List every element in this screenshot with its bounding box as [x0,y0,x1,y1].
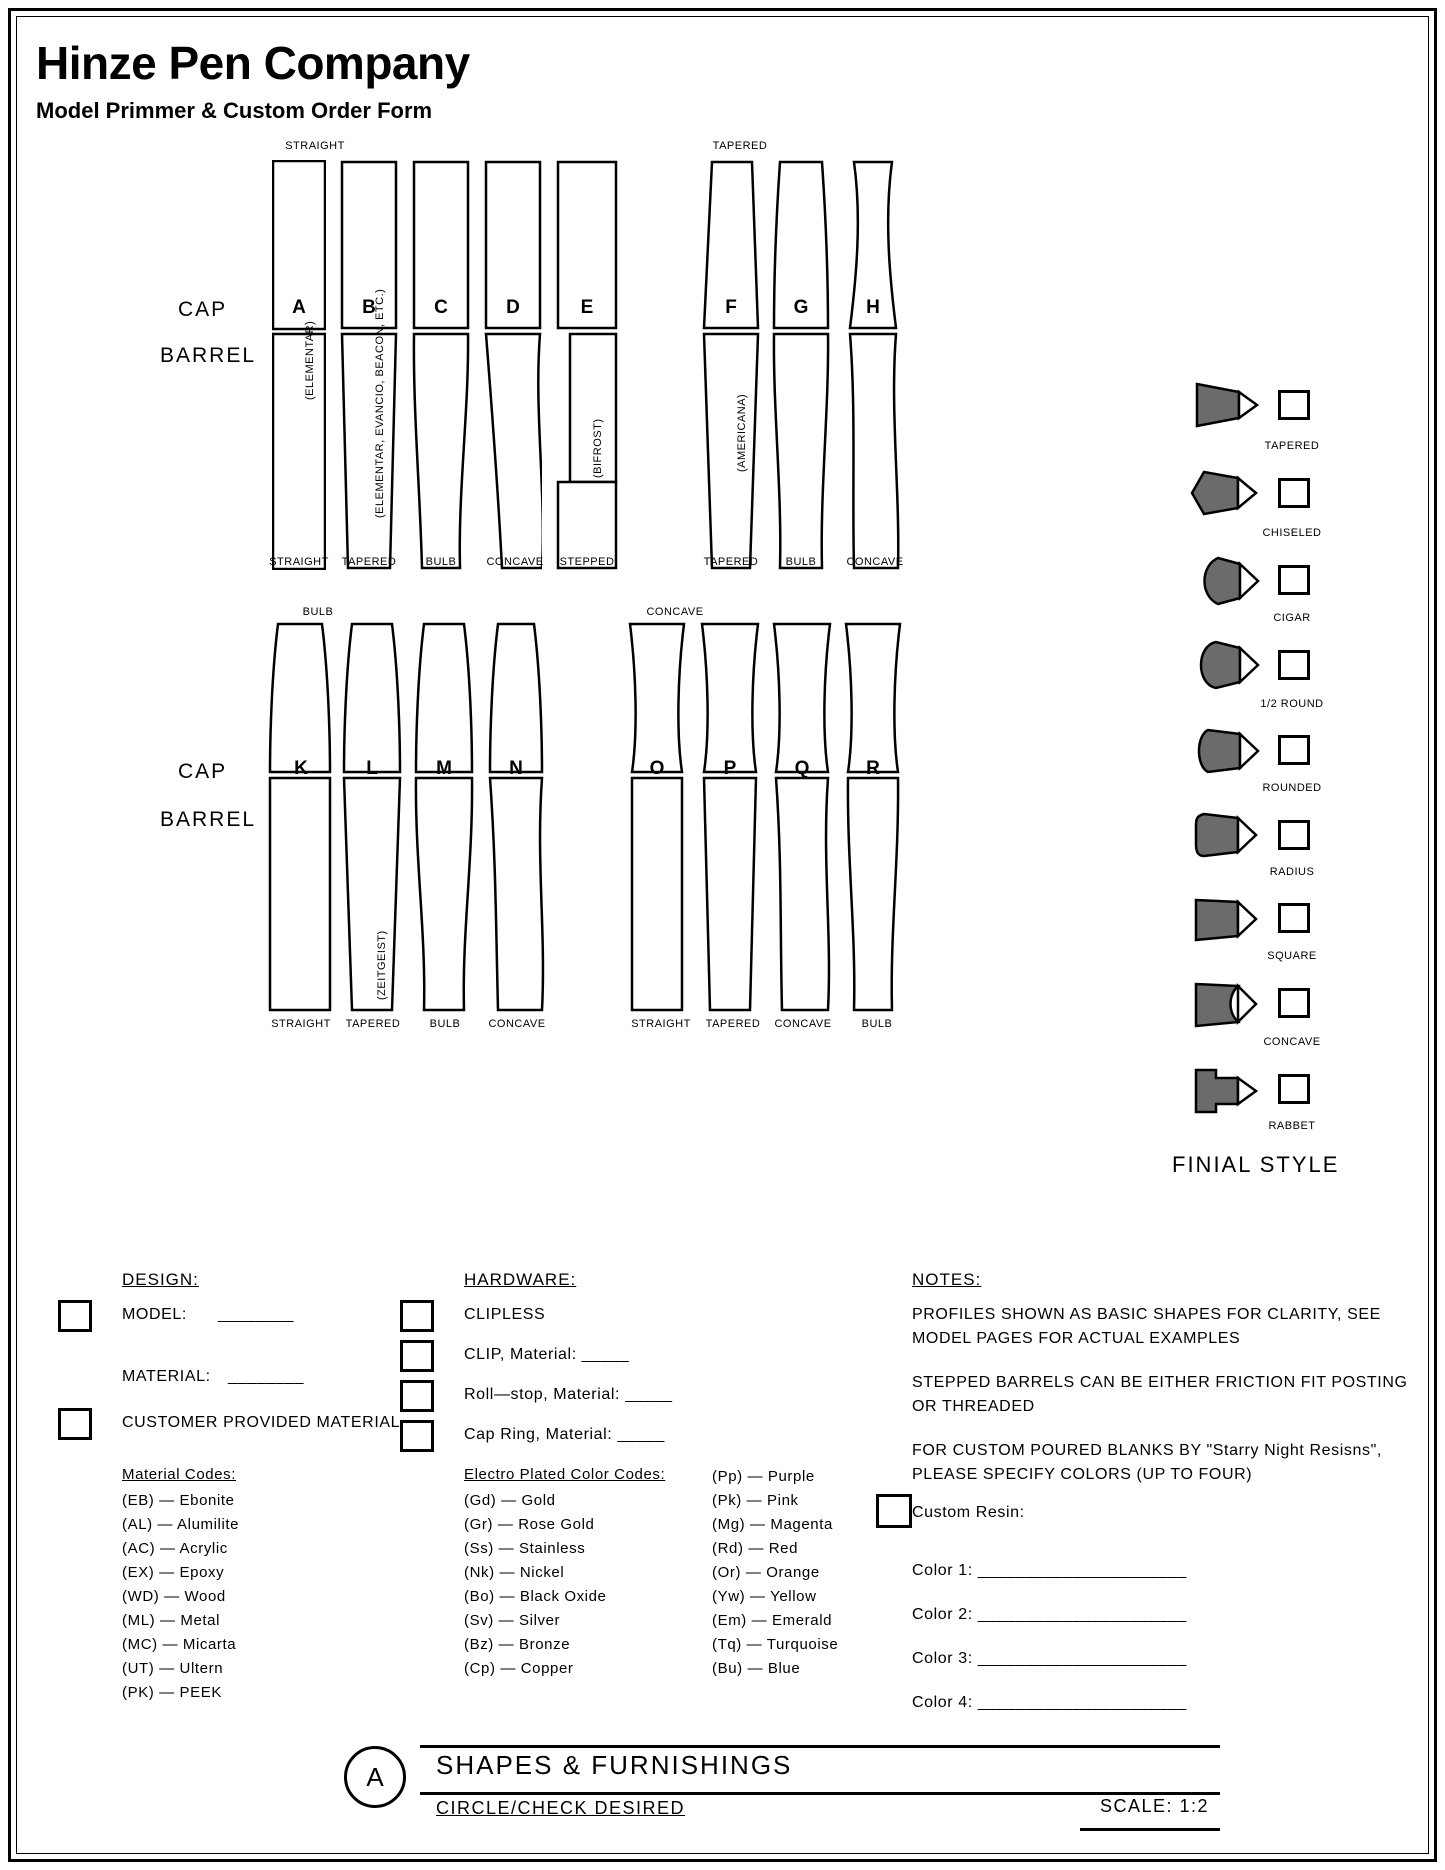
color-codes-heading: Electro Plated Color Codes: [464,1466,666,1483]
color-code-r-3: (Rd) — Red [712,1540,799,1557]
hardware-checkbox-1[interactable] [400,1340,434,1372]
pen-shape-n[interactable] [486,622,546,1012]
color-code-r-7: (Tq) — Turquoise [712,1636,839,1653]
finial-style-title: FINIAL STYLE [1172,1152,1340,1177]
pen-bottom-label-b: TAPERED [341,556,397,568]
finial-label-chiseled: CHISELED [1262,527,1322,539]
row1-top-label-tapered: TAPERED [712,140,768,152]
footer-scale: SCALE: 1:2 [1100,1796,1210,1816]
pen-letter-l: L [366,758,378,779]
footer-rule-top [420,1745,1220,1748]
material-code-8: (PK) — PEEK [122,1684,222,1701]
finial-checkbox-half-round[interactable] [1278,650,1310,680]
color-code-r-1: (Pk) — Pink [712,1492,799,1509]
pen-letter-g: G [793,297,809,318]
hardware-checkbox-3[interactable] [400,1420,434,1452]
footer-rule-mid [420,1792,1220,1795]
finial-label-rounded: ROUNDED [1262,782,1322,794]
hardware-option-0: CLIPLESS [464,1306,546,1323]
pen-shape-g[interactable] [772,160,830,570]
pen-letter-d: D [506,297,520,318]
pen-shape-e[interactable] [556,160,618,570]
finial-label-rabbet: RABBET [1268,1120,1316,1132]
pen-letter-k: K [294,758,308,779]
pen-bottom-label-g: BULB [785,556,817,568]
design-model-label: MODEL: [122,1306,187,1323]
pen-letter-n: N [509,758,523,779]
design-material-blank[interactable]: ________ [228,1368,304,1385]
footer-rule-bottom [1080,1828,1220,1831]
finial-shape-square[interactable] [1192,898,1268,944]
notes-line-1: MODEL PAGES FOR ACTUAL EXAMPLES [912,1330,1241,1347]
footer-title: SHAPES & FURNISHINGS [436,1750,793,1780]
color-code-l-1: (Gr) — Rose Gold [464,1516,595,1533]
finial-shape-rabbet[interactable] [1192,1068,1268,1116]
notes-line-0: PROFILES SHOWN AS BASIC SHAPES FOR CLARITY, SEE [912,1306,1381,1323]
color-code-l-6: (Bz) — Bronze [464,1636,571,1653]
pen-shape-r[interactable] [844,622,902,1012]
resin-color-1[interactable]: Color 1: ______________________ [912,1562,1187,1579]
finial-checkbox-chiseled[interactable] [1278,478,1310,508]
pen-bottom-label-e: STEPPED [559,556,615,568]
notes-line-2: STEPPED BARRELS CAN BE EITHER FRICTION FIT POSTING [912,1374,1408,1391]
finial-shape-cigar[interactable] [1192,556,1268,606]
finial-checkbox-cigar[interactable] [1278,565,1310,595]
finial-label-tapered: TAPERED [1264,440,1320,452]
finial-shape-rounded[interactable] [1192,728,1268,776]
color-code-r-5: (Yw) — Yellow [712,1588,817,1605]
pen-shape-c[interactable] [412,160,470,570]
footer-subtitle: CIRCLE/CHECK DESIRED [436,1798,686,1818]
pen-shape-q[interactable] [772,622,832,1012]
row1-barrel-label: BARREL [160,344,257,367]
finial-checkbox-concave[interactable] [1278,988,1310,1018]
finial-label-half-round: 1/2 ROUND [1260,698,1324,710]
sheet-letter: A [366,1762,384,1792]
design-model-checkbox[interactable] [58,1300,92,1332]
finial-label-radius: RADIUS [1269,866,1315,878]
pen-bottom-label-n: CONCAVE [488,1018,546,1030]
row2-top-label-bulb: BULB [302,606,334,618]
finial-label-cigar: CIGAR [1273,612,1311,624]
pen-inner-label-l: (ZEITGEIST) [376,930,388,1000]
hardware-option-3: Cap Ring, Material: _____ [464,1426,665,1443]
hardware-option-2: Roll—stop, Material: _____ [464,1386,673,1403]
color-code-r-6: (Em) — Emerald [712,1612,833,1629]
pen-bottom-label-h: CONCAVE [846,556,904,568]
pen-shape-h[interactable] [844,160,902,570]
pen-shape-f[interactable] [700,160,762,570]
pen-bottom-label-r: BULB [861,1018,893,1030]
color-code-l-7: (Cp) — Copper [464,1660,574,1677]
pen-letter-o: O [649,758,665,779]
pen-inner-label-f: (AMERICANA) [736,393,748,472]
pen-letter-e: E [580,297,594,318]
pen-letter-q: Q [794,758,810,779]
pen-letter-a: A [292,297,306,318]
notes-line-5: PLEASE SPECIFY COLORS (UP TO FOUR) [912,1466,1253,1483]
notes-heading: NOTES: [912,1270,982,1289]
color-code-l-3: (Nk) — Nickel [464,1564,565,1581]
custom-resin-label: Custom Resin: [912,1504,1025,1521]
row2-top-label-concave: CONCAVE [646,606,704,618]
notes-line-3: OR THREADED [912,1398,1035,1415]
finial-label-concave: CONCAVE [1263,1036,1321,1048]
pen-shape-k[interactable] [268,622,334,1012]
pen-shape-l[interactable] [342,622,402,1012]
pen-bottom-label-a: STRAIGHT [269,556,329,568]
material-code-1: (AL) — Alumilite [122,1516,240,1533]
pen-bottom-label-f: TAPERED [703,556,759,568]
material-code-5: (ML) — Metal [122,1612,221,1629]
finial-checkbox-rabbet[interactable] [1278,1074,1310,1104]
finial-label-square: SQUARE [1267,950,1317,962]
row1-cap-label: CAP [178,298,228,321]
color-code-l-0: (Gd) — Gold [464,1492,556,1509]
finial-shape-chiseled[interactable] [1190,470,1266,518]
pen-letter-b: B [362,297,376,318]
color-code-r-4: (Or) — Orange [712,1564,820,1581]
material-code-7: (UT) — Ultern [122,1660,224,1677]
material-codes-heading: Material Codes: [122,1466,237,1483]
pen-shape-a[interactable] [272,160,326,570]
hardware-checkbox-0[interactable] [400,1300,434,1332]
color-code-l-5: (Sv) — Silver [464,1612,561,1629]
finial-checkbox-radius[interactable] [1278,820,1310,850]
pen-bottom-label-c: BULB [425,556,457,568]
color-code-l-2: (Ss) — Stainless [464,1540,586,1557]
pen-shape-m[interactable] [414,622,474,1012]
material-code-0: (EB) — Ebonite [122,1492,235,1509]
pen-bottom-label-m: BULB [429,1018,461,1030]
pen-inner-label-b: (ELEMENTAR, EVANCIO, BEACON, ETC.) [374,288,386,518]
resin-color-4[interactable]: Color 4: ______________________ [912,1694,1187,1711]
finial-checkbox-rounded[interactable] [1278,735,1310,765]
pen-bottom-label-o: STRAIGHT [631,1018,691,1030]
pen-letter-f: F [725,297,737,318]
finial-shape-radius[interactable] [1192,812,1268,860]
customer-material-checkbox[interactable] [58,1408,92,1440]
row2-cap-label: CAP [178,760,228,783]
row1-top-label-straight: STRAIGHT [285,140,345,152]
resin-color-2[interactable]: Color 2: ______________________ [912,1606,1187,1623]
hardware-option-1: CLIP, Material: _____ [464,1346,630,1363]
pen-bottom-label-d: CONCAVE [486,556,544,568]
sheet-letter-badge [344,1746,406,1808]
design-material-label: MATERIAL: [122,1368,211,1385]
finial-checkbox-square[interactable] [1278,903,1310,933]
resin-color-3[interactable]: Color 3: ______________________ [912,1650,1187,1667]
color-code-l-4: (Bo) — Black Oxide [464,1588,607,1605]
pen-letter-p: P [723,758,737,779]
pen-letter-r: R [866,758,880,779]
pen-inner-label-e: (BIFROST) [592,418,604,478]
finial-checkbox-tapered[interactable] [1278,390,1310,420]
pen-letter-m: M [436,758,452,779]
design-model-blank[interactable]: ________ [218,1306,294,1323]
material-code-3: (EX) — Epoxy [122,1564,225,1581]
pen-letter-c: C [434,297,448,318]
pen-shape-o[interactable] [628,622,686,1012]
pen-shape-p[interactable] [700,622,760,1012]
color-code-r-2: (Mg) — Magenta [712,1516,833,1533]
pen-bottom-label-p: TAPERED [705,1018,761,1030]
finial-shape-concave[interactable] [1192,982,1268,1030]
row2-barrel-label: BARREL [160,808,257,831]
notes-line-4: FOR CUSTOM POURED BLANKS BY "Starry Night Resisns", [912,1442,1382,1459]
material-code-6: (MC) — Micarta [122,1636,237,1653]
design-heading: DESIGN: [122,1270,199,1289]
finial-shape-half-round[interactable] [1192,640,1268,690]
color-code-r-8: (Bu) — Blue [712,1660,801,1677]
pen-shape-d[interactable] [484,160,542,570]
pen-bottom-label-k: STRAIGHT [271,1018,331,1030]
pen-bottom-label-l: TAPERED [345,1018,401,1030]
company-title: Hinze Pen Company [36,37,470,89]
material-code-2: (AC) — Acrylic [122,1540,228,1557]
pen-bottom-label-q: CONCAVE [774,1018,832,1030]
pen-shape-b[interactable] [340,160,398,570]
pen-inner-label-a: (ELEMENTAR) [304,320,316,400]
custom-resin-checkbox[interactable] [876,1494,912,1528]
material-code-4: (WD) — Wood [122,1588,226,1605]
color-code-r-0: (Pp) — Purple [712,1468,815,1485]
finial-shape-tapered[interactable] [1195,382,1265,428]
customer-material-label: CUSTOMER PROVIDED MATERIAL [122,1414,401,1431]
form-subtitle: Model Primmer & Custom Order Form [36,98,433,123]
hardware-heading: HARDWARE: [464,1270,577,1289]
pen-letter-h: H [866,297,880,318]
hardware-checkbox-2[interactable] [400,1380,434,1412]
